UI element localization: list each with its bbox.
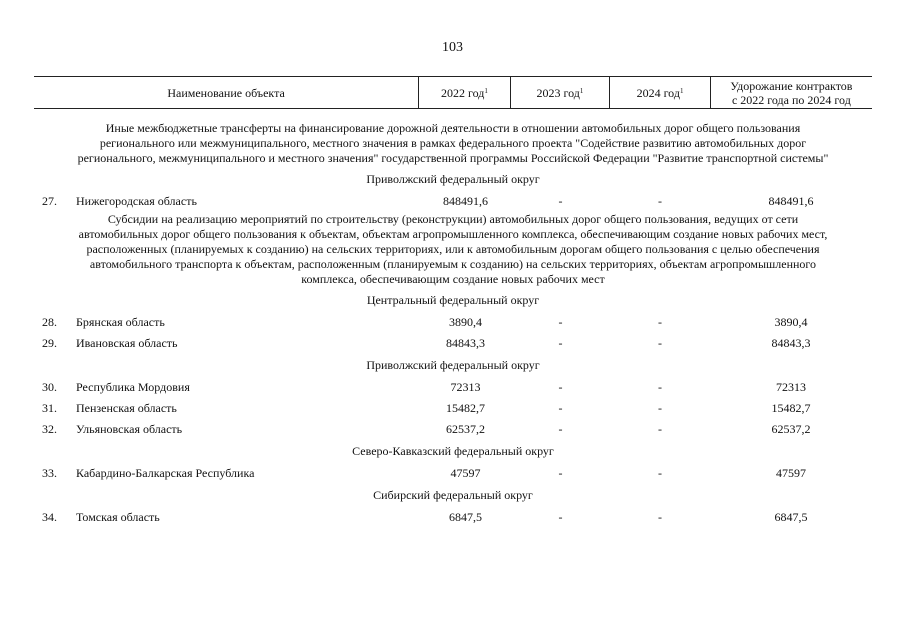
district-heading: Приволжский федеральный округ — [366, 172, 540, 186]
value-2022: 47597 — [450, 466, 481, 480]
row-name: Пензенская область — [76, 401, 177, 415]
header-2023-label: 2023 год — [536, 85, 580, 100]
section-description-line: регионального или межмуниципального, местного значения в рамках федерального проекта "Содействие развитию автомобильных дорог — [99, 136, 807, 150]
value-increase: 848491,6 — [768, 194, 814, 208]
row-number: 27. — [42, 194, 57, 208]
header-2023 — [510, 77, 610, 108]
section-description-line: расположенных (планируемых к созданию) на сельских территориях, или к автомобильным дорогам общего пользования с целью обеспечения — [86, 242, 820, 256]
row-number: 32. — [42, 422, 57, 436]
section-description — [34, 212, 872, 287]
header-2022-label: 2022 год — [440, 85, 485, 100]
value-2023: - — [558, 466, 563, 480]
value-2023: - — [558, 315, 563, 329]
section-description-line: Иные межбюджетные трансферты на финансирование дорожной деятельности в отношении автомобильных дорог общего пользования — [105, 121, 801, 135]
row-number: 31. — [42, 401, 57, 415]
value-2022: 15482,7 — [446, 401, 485, 415]
value-2024: - — [658, 315, 662, 329]
value-2022: 6847,5 — [449, 510, 482, 524]
row-name: Нижегородская область — [76, 194, 197, 208]
page-number: 103 — [442, 40, 463, 55]
value-2024: - — [658, 380, 662, 394]
value-2023: - — [558, 336, 563, 350]
value-increase: 62537,2 — [771, 422, 811, 436]
section-description — [34, 121, 872, 166]
table-row — [34, 398, 872, 419]
footnote-mark: 1 — [484, 86, 488, 95]
value-increase: 6847,5 — [774, 510, 808, 524]
header-2024-label: 2024 год — [636, 85, 680, 100]
row-number: 30. — [42, 380, 57, 394]
value-2024: - — [658, 422, 662, 436]
table-row — [34, 312, 872, 333]
row-name: Ульяновская область — [76, 422, 183, 436]
table-row — [34, 463, 872, 484]
header-increase-line1: Удорожание контрактов — [730, 78, 853, 93]
value-2023: - — [558, 194, 563, 208]
row-number: 34. — [42, 510, 57, 524]
header-increase-line2: с 2022 года по 2024 год — [731, 92, 851, 107]
table-row — [34, 377, 872, 398]
table-row — [34, 507, 872, 528]
section-description-line: комплекса, обеспечивающим создание новых рабочих мест — [301, 272, 605, 286]
value-increase: 15482,7 — [771, 401, 811, 415]
value-increase: 47597 — [776, 466, 806, 480]
value-2024: - — [658, 194, 662, 208]
table-row — [34, 333, 872, 354]
row-name: Брянская область — [76, 315, 165, 329]
value-2024: - — [658, 401, 662, 415]
footnote-mark: 1 — [679, 86, 684, 95]
value-2022: 72313 — [450, 380, 481, 394]
header-increase — [710, 77, 872, 108]
value-2023: - — [558, 422, 563, 436]
value-2023: - — [558, 380, 563, 394]
table-row — [34, 191, 872, 212]
section-description-line: автомобильных дорог общего пользования к объектам, объектам агропромышленного комплекса, обеспечивающим создание новых рабочих мест, — [78, 227, 828, 241]
header-2024 — [609, 77, 710, 108]
table-header — [34, 76, 872, 109]
value-2023: - — [558, 401, 563, 415]
value-increase: 84843,3 — [771, 336, 811, 350]
section-description-line: регионального, межмуниципального и местного значения" государственной программы Российской Федерации "Развитие транспортной системы" — [77, 151, 829, 165]
value-2022: 62537,2 — [446, 422, 485, 436]
value-2022: 84843,3 — [446, 336, 485, 350]
district-heading: Сибирский федеральный округ — [373, 488, 533, 502]
row-name: Республика Мордовия — [76, 380, 190, 394]
header-2022 — [418, 77, 510, 108]
value-2024: - — [658, 336, 662, 350]
value-2024: - — [658, 510, 662, 524]
district-heading: Северо-Кавказский федеральный округ — [352, 444, 554, 458]
district-heading: Центральный федеральный округ — [366, 293, 540, 307]
value-2023: - — [558, 510, 563, 524]
value-increase: 72313 — [776, 380, 806, 394]
row-number: 29. — [42, 336, 57, 350]
value-2022: 3890,4 — [449, 315, 482, 329]
value-increase: 3890,4 — [774, 315, 808, 329]
table-row — [34, 419, 872, 440]
table-body — [34, 121, 872, 528]
row-name: Ивановская область — [76, 336, 178, 350]
row-number: 33. — [42, 466, 57, 480]
section-description-line: автомобильного транспорта к объектам, расположенным (планируемым к созданию) на сельских территориях, объектам агропромышленного — [89, 257, 817, 271]
row-number: 28. — [42, 315, 57, 329]
footnote-mark: 1 — [579, 86, 584, 95]
row-name: Томская область — [76, 510, 160, 524]
section-description-line: Субсидии на реализацию мероприятий по строительству (реконструкции) автомобильных дорог общего пользования, ведущих от сети — [107, 212, 799, 226]
district-heading: Приволжский федеральный округ — [366, 358, 540, 372]
row-name: Кабардино-Балкарская Республика — [76, 466, 255, 480]
header-name: Наименование объекта — [167, 85, 285, 100]
value-2022: 848491,6 — [443, 194, 488, 208]
value-2024: - — [658, 466, 662, 480]
